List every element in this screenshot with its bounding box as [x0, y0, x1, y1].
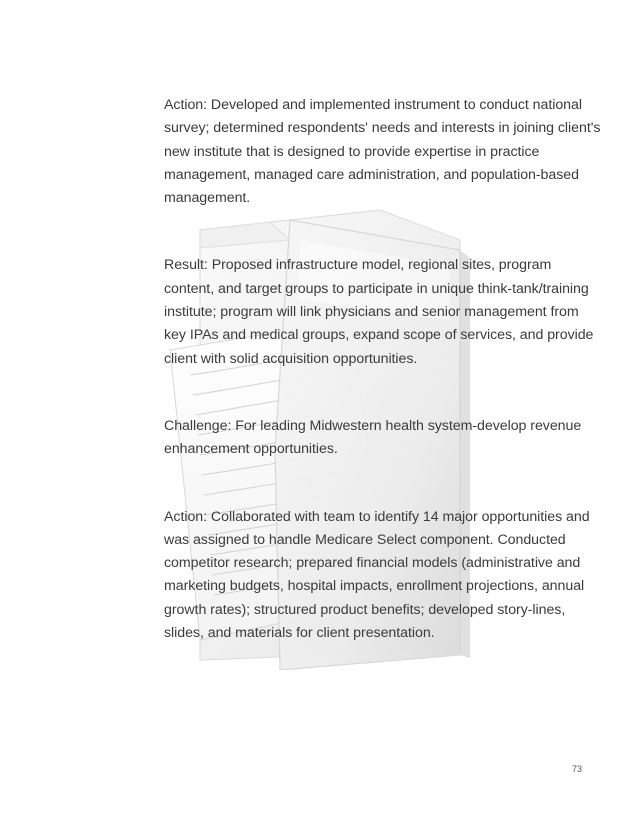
- paragraph-result-1: Result: Proposed infrastructure model, regional sites, program content, and target groups to participate in unique think-tank/training institute; program will link physicians and senior management from key IPAs and medical groups, expand scope of services, and provide client with solid acquisition opportunities.: [164, 257, 594, 367]
- page-number: 73: [571, 764, 582, 774]
- document-body: [164, 94, 604, 689]
- paragraph-action-2: Action: Collaborated with team to identify 14 major opportunities and was assigned to handle Medicare Select component. Conducted competitor research; prepared financial models (administrative and marketing budgets, hospital impacts, enrollment projections, annual growth rates); structured product benefits; developed story-lines, slides, and materials for client presentation.: [164, 508, 590, 642]
- paragraph-action-1: Action: Developed and implemented instrument to conduct national survey; determined respondents' needs and interests in joining client's new institute that is designed to provide expertise in practice management, managed care administration, and population-based management.: [164, 97, 601, 207]
- paragraph-challenge-2: Challenge: For leading Midwestern health system-develop revenue enhancement opportunities.: [164, 417, 582, 458]
